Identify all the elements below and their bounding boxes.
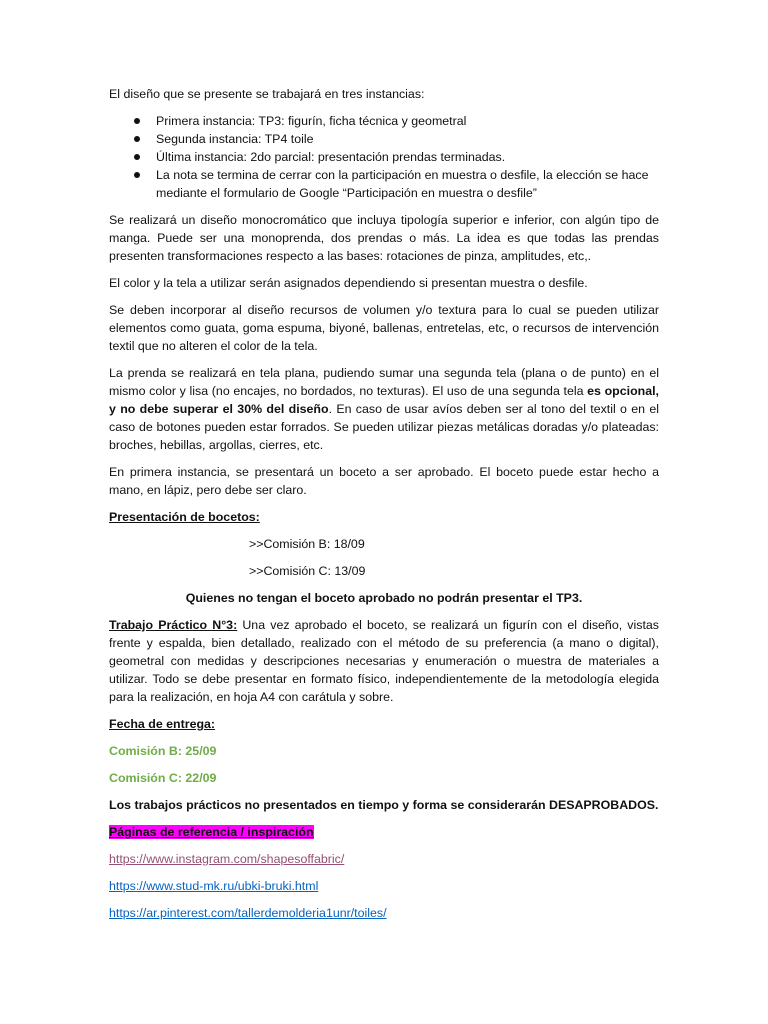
bullet-icon: [134, 172, 140, 178]
tp3-heading: Trabajo Práctico N°3:: [109, 618, 238, 632]
stages-list: [109, 112, 659, 202]
bullet-icon: [134, 118, 140, 124]
fabric-text-part1: La prenda se realizará en tela plana, pudiendo sumar una segunda tela (plana o de punto) en el mismo color y lisa (no encajes, no bordados, no texturas). El uso de una segunda tela: [109, 366, 659, 398]
link-line: [109, 877, 659, 895]
link-line: [109, 904, 659, 922]
sketch-heading: Presentación de bocetos:: [109, 510, 260, 524]
intro-text: El diseño que se presente se trabajará en tres instancias:: [109, 87, 425, 101]
color-paragraph: El color y la tela a utilizar serán asignados dependiendo si presentan muestra o desfile.: [109, 276, 588, 290]
pinterest-link[interactable]: https://ar.pinterest.com/tallerdemolderia1unr/toiles/: [109, 906, 387, 920]
delivery-date-b: Comisión B: 25/09: [109, 744, 217, 758]
delivery-date-c: Comisión C: 22/09: [109, 771, 217, 785]
document-page: [109, 85, 659, 922]
list-item: [109, 130, 659, 148]
tp3-paragraph: [109, 616, 659, 706]
sketch-warning: Quienes no tengan el boceto aprobado no podrán presentar el TP3.: [185, 591, 583, 605]
list-item: [109, 166, 659, 202]
stud-mk-link[interactable]: https://www.stud-mk.ru/ubki-bruki.html: [109, 879, 319, 893]
list-item-text: Segunda instancia: TP4 toile: [156, 132, 314, 146]
instagram-link[interactable]: https://www.instagram.com/shapesoffabric/: [109, 852, 345, 866]
resources-paragraph: Se deben incorporar al diseño recursos de volumen y/o textura para lo cual se pueden utilizar elementos como guata, goma espuma, biyoné, ballenas, entretelas, etc, o recursos de intervención textil que no alteren el color de la tela.: [109, 303, 659, 353]
list-item-text: La nota se termina de cerrar con la participación en muestra o desfile, la elección se hace mediante el formulario de Google “Participación en muestra o desfile”: [156, 168, 649, 200]
list-item-text: Primera instancia: TP3: figurín, ficha técnica y geometral: [156, 114, 467, 128]
list-item: [109, 148, 659, 166]
fabric-text-bold: es opcional, y no debe superar el 30% del diseño: [109, 384, 659, 416]
list-item: [109, 112, 659, 130]
design-paragraph: Se realizará un diseño monocromático que incluya tipología superior e inferior, con algún tipo de manga. Puede ser una monoprenda, dos prendas o más. La idea es que todas las prendas presenten transformaciones respecto a las bases: rotaciones de pinza, amplitudes, etc,.: [109, 213, 659, 263]
fabric-paragraph: [109, 364, 659, 454]
sketch-paragraph: En primera instancia, se presentará un boceto a ser aprobado. El boceto puede estar hecho a mano, en lápiz, pero debe ser claro.: [109, 465, 659, 497]
fabric-text-part2: . En caso de usar avíos deben ser al tono del textil o en el caso de botones pueden estar forrados. Se pueden utilizar piezas metálicas doradas y/o plateadas: broches, hebillas, argollas, cierres, etc.: [109, 402, 660, 452]
link-line: [109, 850, 659, 868]
references-heading: Páginas de referencia / inspiración: [109, 825, 314, 839]
sketch-date-b: >>Comisión B: 18/09: [249, 537, 365, 551]
tp3-body: Una vez aprobado el boceto, se realizará un figurín con el diseño, vistas frente y espalda, bien detallado, realizado con el método de su preferencia (a mano o digital), geometral con medidas y descripciones necesarias y enumeración o muestra de materiales a utilizar. Todo se debe presentar en formato físico, independientemente de la metodología elegida para la realización, en hoja A4 con carátula y sobre.: [109, 618, 659, 704]
references-heading-line: [109, 823, 659, 841]
bullet-icon: [134, 136, 140, 142]
delivery-heading: Fecha de entrega:: [109, 717, 216, 731]
list-item-text: Última instancia: 2do parcial: presentación prendas terminadas.: [156, 150, 506, 164]
sketch-date-c: >>Comisión C: 13/09: [249, 564, 366, 578]
bullet-icon: [134, 154, 140, 160]
disapproved-note: Los trabajos prácticos no presentados en tiempo y forma se considerarán DESAPROBADOS.: [109, 798, 659, 812]
